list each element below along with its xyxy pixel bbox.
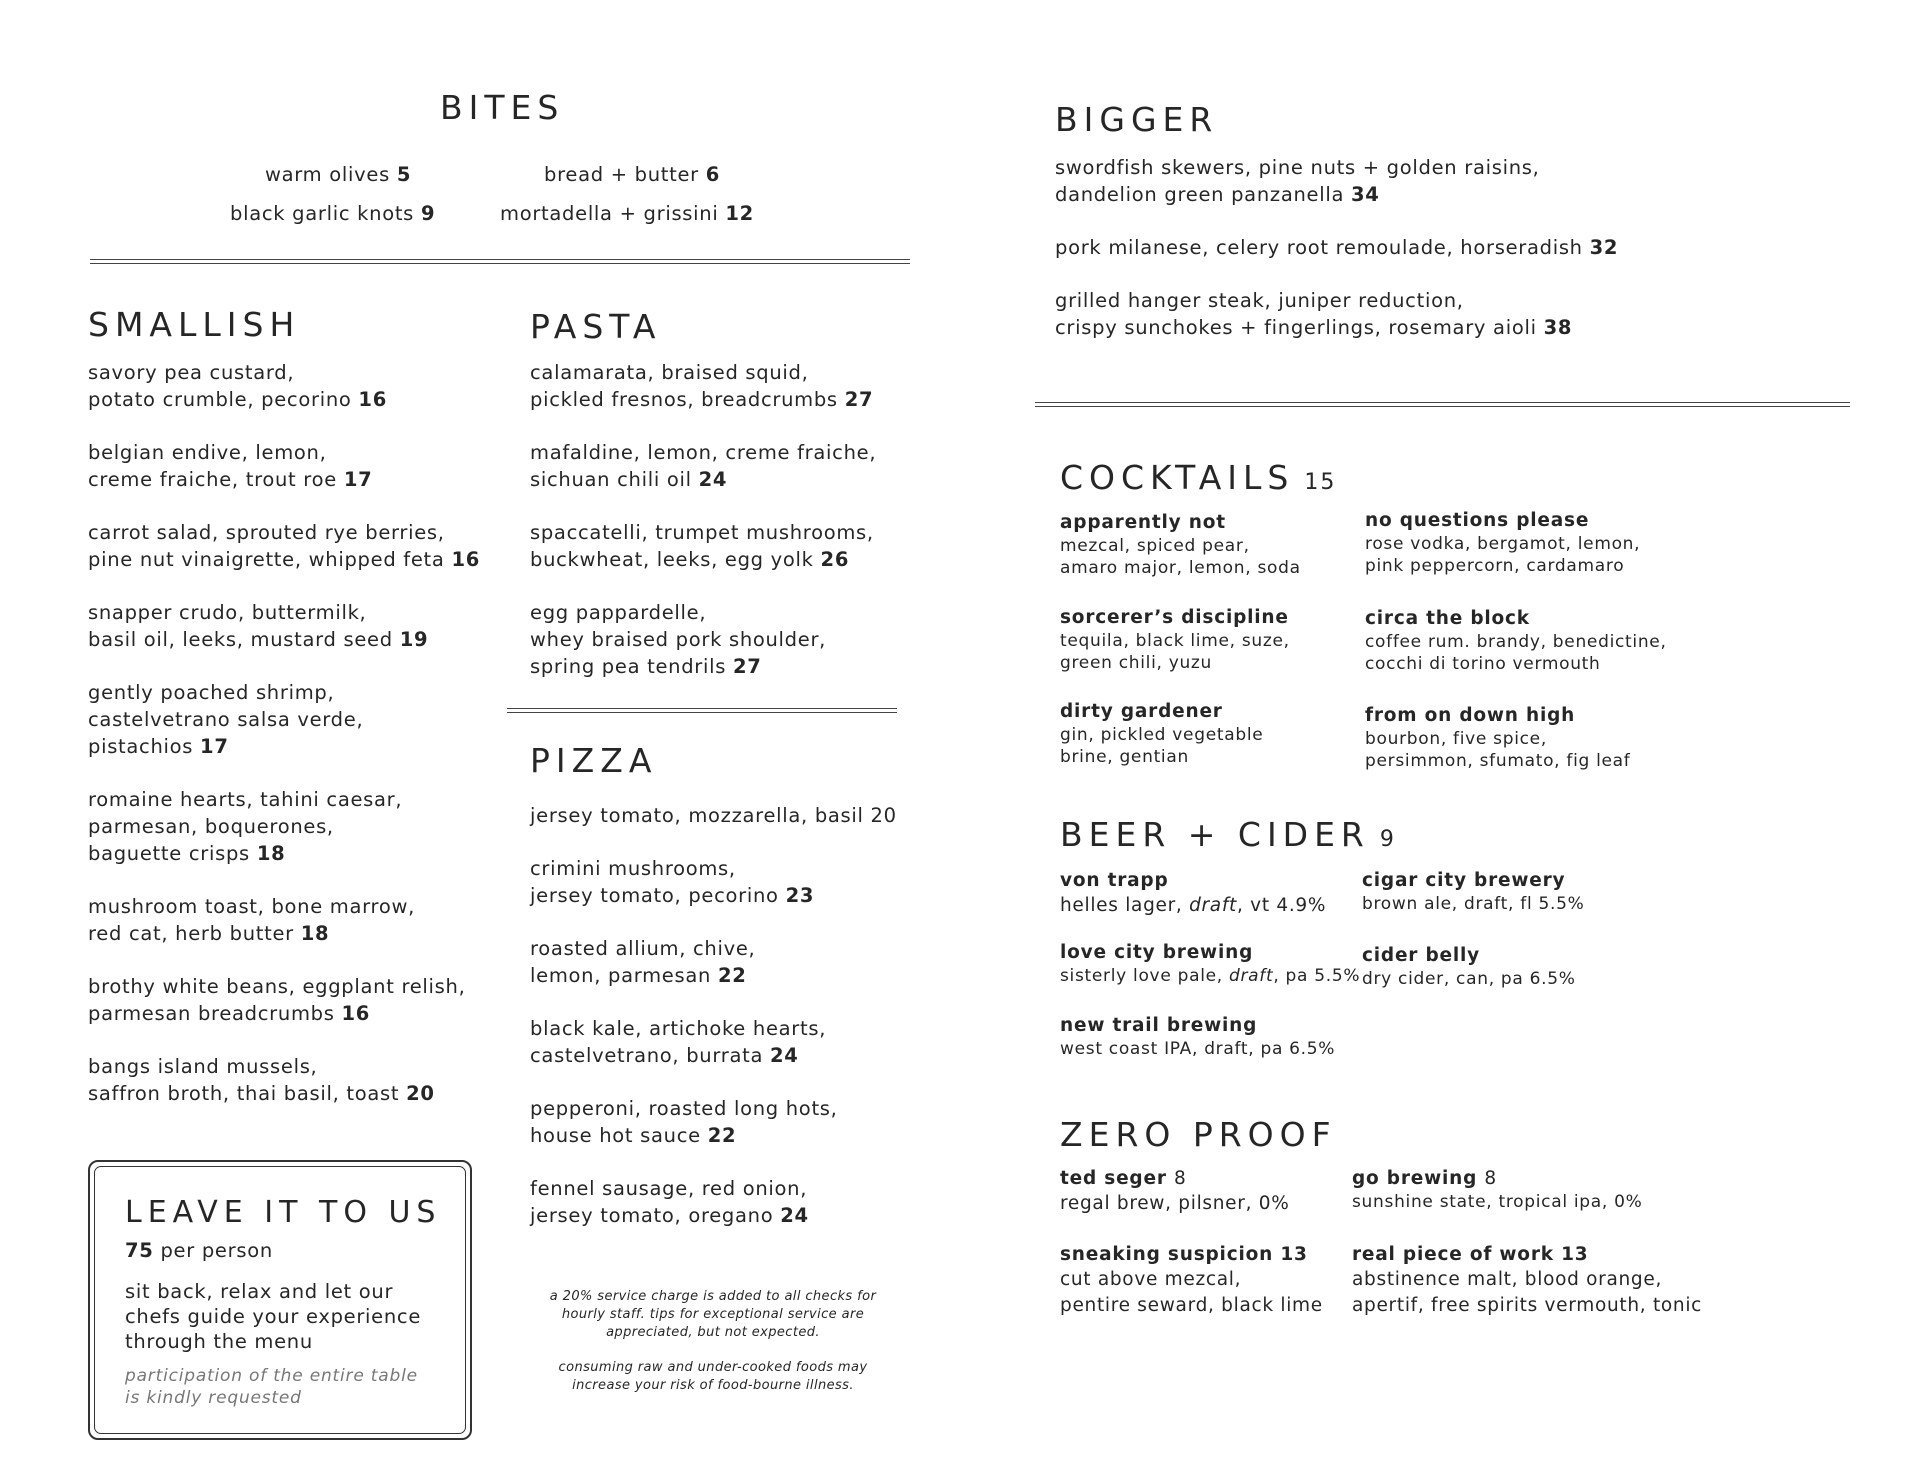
menu-item: grilled hanger steak, juniper reduction, crispy sunchokes + fingerlings, rosemary aioli 38 (1055, 289, 1573, 339)
menu-item: brothy white beans, eggplant relish, parmesan breadcrumbs 16 (88, 975, 466, 1025)
beer-item: cider belly dry cider, can, pa 6.5% (1362, 945, 1576, 989)
menu-item: pepperoni, roasted long hots, house hot sauce 22 (530, 1097, 838, 1147)
cocktail-item: sorcerer’s discipline tequila, black lime, suze, green chili, yuzu (1060, 607, 1290, 673)
item-price: 17 (343, 468, 373, 491)
smallish-list (88, 359, 480, 1133)
menu-item: roasted allium, chive, lemon, parmesan 22 (530, 937, 756, 987)
zero-proof-item: go brewing 8 sunshine state, tropical ipa, 0% (1352, 1168, 1643, 1212)
cocktail-item: no questions please rose vodka, bergamot, lemon, pink peppercorn, cardamaro (1365, 510, 1641, 576)
item-name: bread + butter (544, 163, 699, 186)
leave-it-price: 75 per person (125, 1239, 273, 1262)
item-price: 27 (733, 655, 762, 678)
menu-item: bangs island mussels, saffron broth, thai basil, toast 20 (88, 1055, 435, 1105)
cocktail-item: apparently not mezcal, spiced pear, amaro major, lemon, soda (1060, 512, 1301, 578)
cocktails-price: 15 (1304, 470, 1337, 495)
item-price: 16 (341, 1002, 371, 1025)
beer-item: cigar city brewery brown ale, draft, fl 5.5% (1362, 870, 1585, 914)
leave-it-desc: sit back, relax and let our chefs guide your experience through the menu (125, 1280, 422, 1353)
beer-item: new trail brewing west coast IPA, draft, pa 6.5% (1060, 1015, 1336, 1059)
zero-proof-item: real piece of work 13 abstinence malt, blood orange, apertif, free spirits vermouth, tonic (1352, 1244, 1703, 1316)
item-price: 6 (705, 163, 721, 186)
menu-item: pork milanese, celery root remoulade, horseradish 32 (1055, 236, 1619, 259)
zero-proof-item: ted seger 8 regal brew, pilsner, 0% (1060, 1168, 1290, 1214)
menu-item: calamarata, braised squid, pickled fresnos, breadcrumbs 27 (530, 361, 874, 411)
menu-item: swordfish skewers, pine nuts + golden raisins, dandelion green panzanella 34 (1055, 156, 1540, 206)
item-price: 24 (698, 468, 728, 491)
item-price: 12 (725, 202, 754, 225)
item-price: 17 (200, 735, 229, 758)
item-price: 27 (844, 388, 874, 411)
item-price: 26 (820, 548, 850, 571)
menu-item: mushroom toast, bone marrow, red cat, herb butter 18 (88, 895, 415, 945)
item-name: warm olives (265, 163, 390, 186)
item-price: 34 (1351, 183, 1380, 206)
pizza-heading: PIZZA (530, 741, 658, 780)
leave-it-heading: LEAVE IT TO US (125, 1195, 442, 1230)
item-price: 18 (256, 842, 286, 865)
item-price: 16 (358, 388, 387, 411)
menu-item: mafaldine, lemon, creme fraiche, sichuan chili oil 24 (530, 441, 877, 491)
item-price: 16 (451, 548, 481, 571)
divider (507, 708, 897, 713)
bigger-list (1055, 154, 1618, 367)
menu-item: black kale, artichoke hearts, castelvetrano, burrata 24 (530, 1017, 827, 1067)
item-price: 38 (1543, 316, 1573, 339)
cocktail-item: dirty gardener gin, pickled vegetable brine, gentian (1060, 701, 1264, 767)
leave-it-box (88, 1160, 472, 1440)
menu-item: snapper crudo, buttermilk, basil oil, leeks, mustard seed 19 (88, 601, 429, 651)
smallish-heading: SMALLISH (88, 305, 301, 344)
zero-proof-item: sneaking suspicion 13 cut above mezcal, pentire seward, black lime (1060, 1244, 1323, 1316)
beer-item: von trapp helles lager, draft, vt 4.9% (1060, 870, 1327, 916)
item-price: 22 (717, 964, 747, 987)
divider (1035, 402, 1850, 407)
bigger-heading: BIGGER (1055, 100, 1219, 139)
menu-item: spaccatelli, trumpet mushrooms, buckwheat, leeks, egg yolk 26 (530, 521, 874, 571)
item-name: black garlic knots (230, 202, 415, 225)
item-price: 9 (420, 202, 436, 225)
pasta-list (530, 359, 876, 706)
item-price: 5 (396, 163, 412, 186)
cocktail-item: circa the block coffee rum. brandy, benedictine, cocchi di torino vermouth (1365, 608, 1667, 674)
menu-item: fennel sausage, red onion, jersey tomato, oregano 24 (530, 1177, 809, 1227)
menu-item: gently poached shrimp, castelvetrano salsa verde, pistachios 17 (88, 681, 364, 758)
menu-item: egg pappardelle, whey braised pork shoulder, spring pea tendrils 27 (530, 601, 827, 678)
item-price: 23 (785, 884, 815, 907)
item-price: 24 (780, 1204, 809, 1227)
pizza-list (530, 802, 897, 1255)
cocktails-heading: COCKTAILS 15 (1060, 458, 1337, 497)
bites-heading: BITES (440, 88, 565, 127)
raw-food-note: consuming raw and under-cooked foods may increase your risk of food-bourne illness. (558, 1360, 868, 1393)
item-price: 19 (399, 628, 429, 651)
item-price: 18 (300, 922, 330, 945)
beer-price: 9 (1379, 827, 1396, 852)
menu-item: belgian endive, lemon, creme fraiche, trout roe 17 (88, 441, 373, 491)
item-price: 24 (770, 1044, 799, 1067)
beer-heading: BEER + CIDER 9 (1060, 815, 1396, 854)
menu-item: savory pea custard, potato crumble, pecorino 16 (88, 361, 387, 411)
leave-it-note: participation of the entire table is kindly requested (125, 1366, 418, 1408)
pasta-heading: PASTA (530, 307, 662, 346)
bites-item (544, 161, 720, 188)
cocktail-item: from on down high bourbon, five spice, persimmon, sfumato, fig leaf (1365, 705, 1631, 771)
bites-item (500, 200, 754, 227)
service-charge-note: a 20% service charge is added to all checks for hourly staff. tips for exceptional service are appreciated, but not expected. (549, 1289, 877, 1340)
menu-item: jersey tomato, mozzarella, basil 20 (530, 804, 897, 827)
menu-item: romaine hearts, tahini caesar, parmesan, boquerones, baguette crisps 18 (88, 788, 403, 865)
menu-item: crimini mushrooms, jersey tomato, pecorino 23 (530, 857, 815, 907)
item-price: 20 (406, 1082, 435, 1105)
beer-item: love city brewing sisterly love pale, draft, pa 5.5% (1060, 942, 1361, 986)
zero-proof-heading: ZERO PROOF (1060, 1115, 1337, 1154)
item-name: mortadella + grissini (500, 202, 719, 225)
item-price: 22 (707, 1124, 737, 1147)
item-price: 32 (1589, 236, 1619, 259)
divider (90, 259, 910, 264)
bites-item (265, 161, 411, 188)
menu-item: carrot salad, sprouted rye berries, pine nut vinaigrette, whipped feta 16 (88, 521, 481, 571)
bites-item (230, 200, 435, 227)
